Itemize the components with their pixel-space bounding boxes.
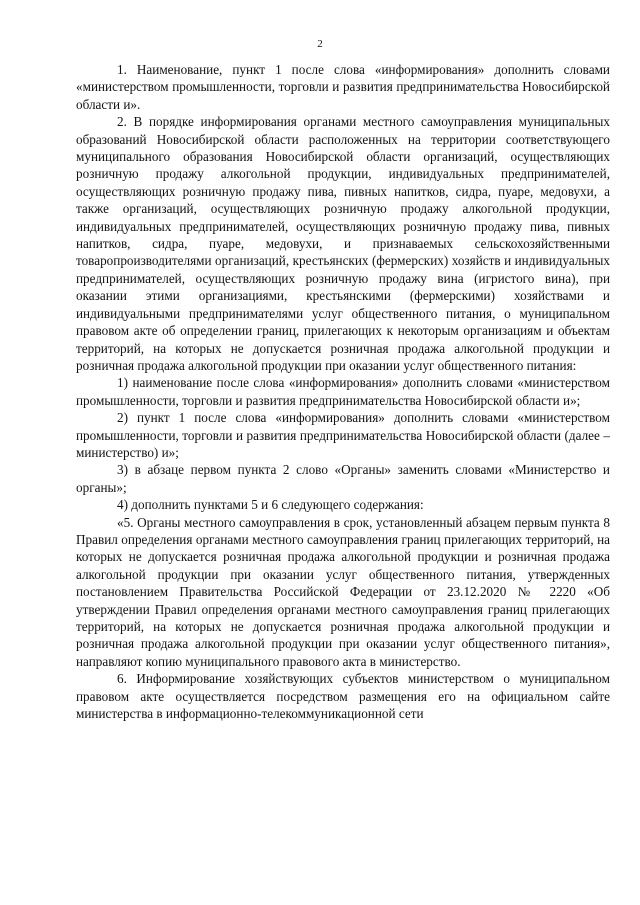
new-point-6: 6. Информирование хозяйствующих субъектов министерством о муниципальном правовом акте осуществляется посредством размещения его на официальном сайте министерства в информационно-телекоммуникационной сети (76, 671, 610, 722)
document-body (76, 61, 610, 722)
new-point-5: «5. Органы местного самоуправления в срок, установленный абзацем первым пункта 8 Правил определения органами местного самоуправления границ прилегающих территорий, на которых не допускается розничная продажа алкогольной продукции и розничная продажа алкогольной продукции при оказании услуг общественного питания, утвержденных постановлением Правительства Российской Федерации от 23.12.2020 № 2220 «Об утверждении Правил определения органами местного самоуправления границ прилегающих территорий, на которых не допускается розничная продажа алкогольной продукции и розничная продажа алкогольной продукции при оказании услуг общественного питания», направляют копию муниципального правового акта в министерство. (76, 514, 610, 669)
subitem-4: 4) дополнить пунктами 5 и 6 следующего содержания: (117, 497, 424, 513)
page-number: 2 (317, 38, 323, 50)
subitem-3: 3) в абзаце первом пункта 2 слово «Органы» заменить словами «Министерство и органы»; (76, 462, 610, 495)
paragraph-2: 2. В порядке информирования органами местного самоуправления муниципальных образований Новосибирской области расположенных на территории соответствующего муниципального образования Новосибирской области организаций, осуществляющих розничную продажу алкогольной продукции, индивидуальных предпринимателей, осуществляющих розничную продажу пива, пивных напитков, сидра, пуаре, медовухи, а также организаций, осуществляющих розничную продажу алкогольной продукции, индивидуальных предпринимателей, осуществляющих розничную продажу пива, пивных напитков, сидра, пуаре, медовухи, и признаваемых сельскохозяйственными товаропроизводителями организаций, крестьянских (фермерских) хозяйств и индивидуальных предпринимателей, осуществляющих розничную продажу вина (игристого вина), при оказании этими организациями, крестьянскими (фермерскими) хозяйствами и индивидуальными предпринимателями услуг общественного питания, о муниципальном правовом акте об определении границ, прилегающих к некоторым организациям и объектам территорий, на которых не допускается розничная продажа алкогольной продукции и розничная продажа алкогольной продукции при оказании услуг общественного питания: (76, 114, 610, 373)
subitem-1: 1) наименование после слова «информирования» дополнить словами «министерством промышленности, торговли и развития предпринимательства Новосибирской области и»; (76, 375, 610, 408)
paragraph-1: 1. Наименование, пункт 1 после слова «информирования» дополнить словами «министерством промышленности, торговли и развития предпринимательства Новосибирской области и». (76, 62, 610, 112)
subitem-2: 2) пункт 1 после слова «информирования» дополнить словами «министерством промышленности, торговли и развития предпринимательства Новосибирской области (далее – министерство) и»; (76, 410, 610, 460)
